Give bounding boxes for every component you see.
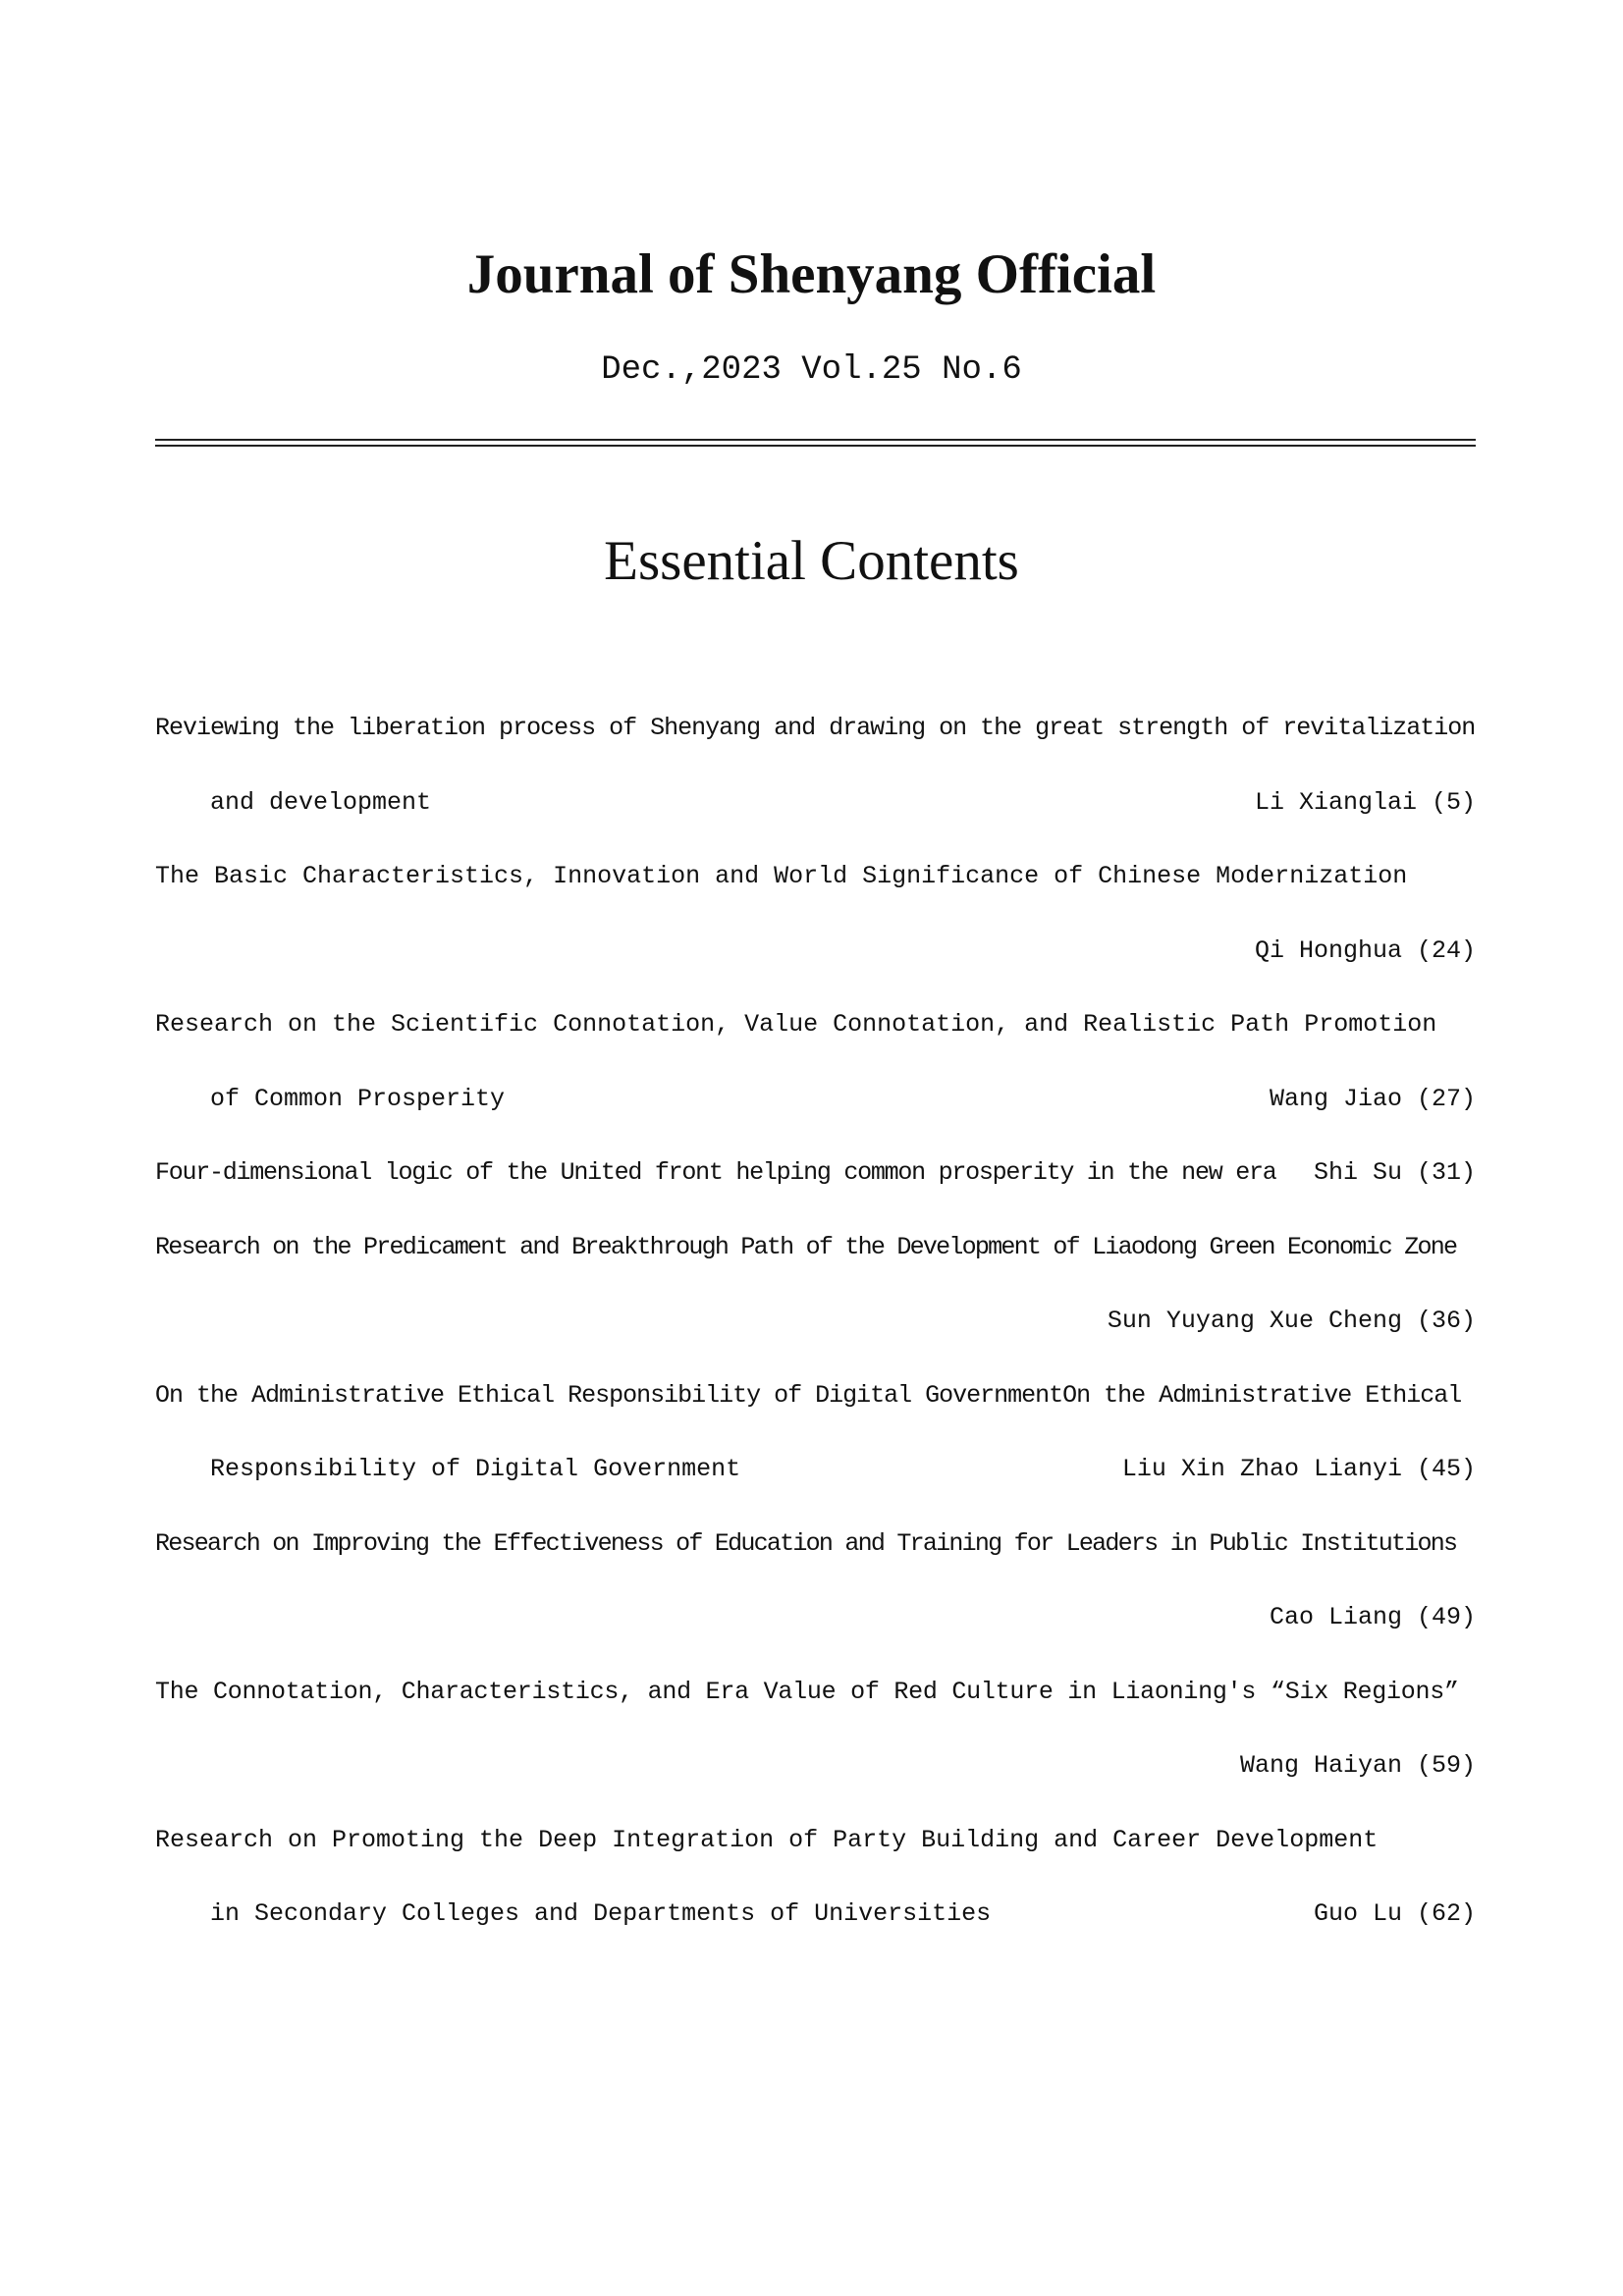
article-byline bbox=[1108, 1302, 1476, 1341]
article-page-number: (59) bbox=[1416, 1751, 1476, 1780]
article-title: Research on the Scientific Connotation, Value Connotation, and Realistic Path Promotion bbox=[155, 1010, 1437, 1039]
issue-info: Dec.,2023 Vol.25 No.6 bbox=[601, 351, 1022, 389]
toc-entry-title-line bbox=[155, 1005, 1476, 1080]
toc-entry-title-line bbox=[155, 709, 1476, 783]
article-author: Guo Lu bbox=[1313, 1899, 1402, 1928]
article-page-number: (62) bbox=[1416, 1899, 1476, 1928]
table-of-contents bbox=[155, 709, 1476, 1969]
journal-title: Journal of Shenyang Official bbox=[466, 243, 1157, 305]
article-author: Shi Su bbox=[1313, 1158, 1402, 1187]
article-title-continued: and development bbox=[210, 787, 432, 817]
article-page-number: (36) bbox=[1416, 1307, 1476, 1335]
divider-rule-top bbox=[155, 439, 1476, 441]
article-title-continued: in Secondary Colleges and Departments of Universities bbox=[210, 1899, 992, 1928]
toc-entry-title-line bbox=[155, 1450, 1476, 1524]
article-author: Li Xianglai bbox=[1254, 787, 1417, 817]
toc-entry-title-line bbox=[155, 1821, 1476, 1896]
article-byline bbox=[1240, 1746, 1476, 1786]
article-title-continued: Responsibility of Digital Government bbox=[210, 1455, 741, 1483]
article-byline bbox=[1255, 783, 1476, 823]
article-title: Four-dimensional logic of the United front helping common prosperity in the new era bbox=[155, 1158, 1276, 1187]
article-byline bbox=[1314, 1153, 1476, 1193]
article-title: Research on Improving the Effectiveness of Education and Training for Leaders in Public Institutions bbox=[155, 1528, 1457, 1558]
toc-entry-byline-line bbox=[155, 1302, 1476, 1376]
toc-entry-title-line bbox=[155, 1673, 1476, 1747]
toc-entry-byline-line bbox=[155, 1598, 1476, 1673]
toc-entry-title-line bbox=[155, 1080, 1476, 1154]
article-title: The Basic Characteristics, Innovation and World Significance of Chinese Modernization bbox=[155, 862, 1408, 890]
article-author: Wang Haiyan bbox=[1239, 1751, 1402, 1780]
article-title: Reviewing the liberation process of Shenyang and drawing on the great strength of revitalization bbox=[155, 714, 1476, 742]
article-page-number: (45) bbox=[1416, 1455, 1476, 1483]
article-title-continued: of Common Prosperity bbox=[210, 1084, 506, 1113]
toc-entry-title-line bbox=[155, 1524, 1476, 1599]
article-page-number: (24) bbox=[1416, 935, 1476, 965]
article-byline bbox=[1255, 932, 1476, 971]
article-byline bbox=[1270, 1080, 1476, 1119]
toc-entry-byline-line bbox=[155, 932, 1476, 1006]
article-title: Research on the Predicament and Breakthrough Path of the Development of Liaodong Green Economic Zone bbox=[155, 1232, 1457, 1261]
article-byline bbox=[1314, 1895, 1476, 1934]
toc-entry-byline-line bbox=[155, 1746, 1476, 1821]
article-byline bbox=[1270, 1598, 1476, 1637]
article-author: Qi Honghua bbox=[1254, 935, 1402, 965]
toc-entry-title-line bbox=[155, 1895, 1476, 1969]
article-author: Wang Jiao bbox=[1269, 1084, 1402, 1113]
article-byline bbox=[1122, 1450, 1476, 1489]
toc-entry-title-line bbox=[155, 1376, 1476, 1451]
toc-entry-title-line bbox=[155, 783, 1476, 858]
divider-rule-bottom bbox=[155, 445, 1476, 447]
article-author: Sun Yuyang Xue Cheng bbox=[1107, 1307, 1402, 1335]
article-title: Research on Promoting the Deep Integration of Party Building and Career Development bbox=[155, 1825, 1379, 1854]
article-page-number: (49) bbox=[1416, 1603, 1476, 1631]
article-author: Cao Liang bbox=[1269, 1603, 1402, 1631]
article-page-number: (5) bbox=[1431, 787, 1476, 817]
article-page-number: (27) bbox=[1416, 1084, 1476, 1113]
toc-entry-title-line bbox=[155, 857, 1476, 932]
toc-entry-title-line bbox=[155, 1228, 1476, 1303]
article-title: On the Administrative Ethical Responsibility of Digital GovernmentOn the Administrative Ethical bbox=[155, 1380, 1462, 1410]
toc-entry-title-line bbox=[155, 1153, 1476, 1228]
article-author: Liu Xin Zhao Lianyi bbox=[1121, 1455, 1402, 1483]
article-title: The Connotation, Characteristics, and Era Value of Red Culture in Liaoning's “Six Regions” bbox=[155, 1677, 1459, 1706]
article-page-number: (31) bbox=[1416, 1158, 1476, 1187]
section-heading: Essential Contents bbox=[604, 530, 1019, 592]
